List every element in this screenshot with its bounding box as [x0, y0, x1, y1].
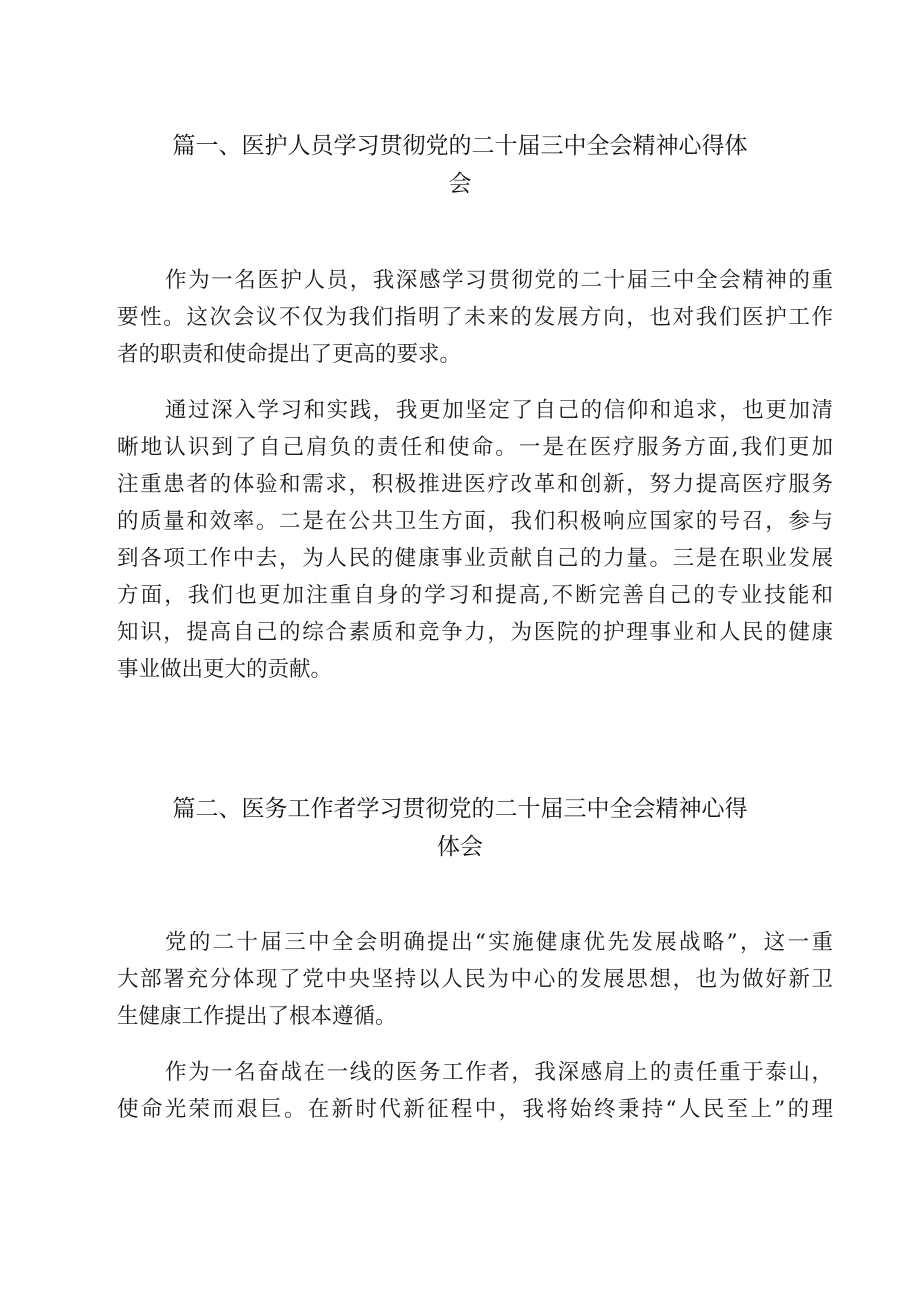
paragraph-line: 使命光荣而艰巨。在新时代新征程中，我将始终秉持“人民至上”的理: [117, 1097, 833, 1122]
paragraph-line: 作为一名奋战在一线的医务工作者，我深感肩上的责任重于泰山，: [165, 1060, 833, 1085]
paragraph-line: 晰地认识到了自己肩负的责任和使命。一是在医疗服务方面,我们更加: [117, 435, 833, 460]
paragraph-line: 的质量和效率。二是在公共卫生方面，我们积极响应国家的号召，参与: [117, 509, 833, 534]
paragraph-line: 注重患者的体验和需求，积极推进医疗改革和创新，努力提高医疗服务: [117, 472, 833, 497]
section-title-1-line-2: 会: [448, 171, 472, 197]
paragraph-line: 到各项工作中去，为人民的健康事业贡献自己的力量。三是在职业发展: [117, 546, 833, 571]
section-title-1: [0, 127, 920, 203]
section-2-paragraph-1: [117, 924, 833, 1035]
section-title-2-line-2: 体会: [437, 834, 483, 860]
paragraph-line: 知识，提高自己的综合素质和竞争力，为医院的护理事业和人民的健康: [117, 620, 833, 645]
section-title-2: [0, 790, 920, 866]
section-2-paragraph-2: [117, 1054, 833, 1128]
paragraph-line: 通过深入学习和实践，我更加坚定了自己的信仰和追求，也更加清: [165, 398, 833, 423]
paragraph-line: 方面，我们也更加注重自身的学习和提高,不断完善自己的专业技能和: [117, 583, 833, 608]
section-1-paragraph-2: [117, 392, 833, 688]
paragraph-line: 生健康工作提出了根本遵循。: [117, 1004, 397, 1029]
paragraph-line: 党的二十届三中全会明确提出“实施健康优先发展战略”，这一重: [165, 930, 833, 955]
paragraph-line: 作为一名医护人员，我深感学习贯彻党的二十届三中全会精神的重: [165, 268, 833, 293]
section-title-2-line-1: 篇二、医务工作者学习贯彻党的二十届三中全会精神心得: [172, 796, 748, 822]
section-title-1-line-1: 篇一、医护人员学习贯彻党的二十届三中全会精神心得体: [172, 133, 748, 159]
paragraph-line: 大部署充分体现了党中央坚持以人民为中心的发展思想，也为做好新卫: [117, 967, 833, 992]
section-1-paragraph-1: [117, 262, 833, 373]
paragraph-line: 者的职责和使命提出了更高的要求。: [117, 342, 462, 367]
paragraph-line: 事业做出更大的贡献。: [117, 657, 333, 682]
paragraph-line: 要性。这次会议不仅为我们指明了未来的发展方向，也对我们医护工作: [117, 305, 833, 330]
